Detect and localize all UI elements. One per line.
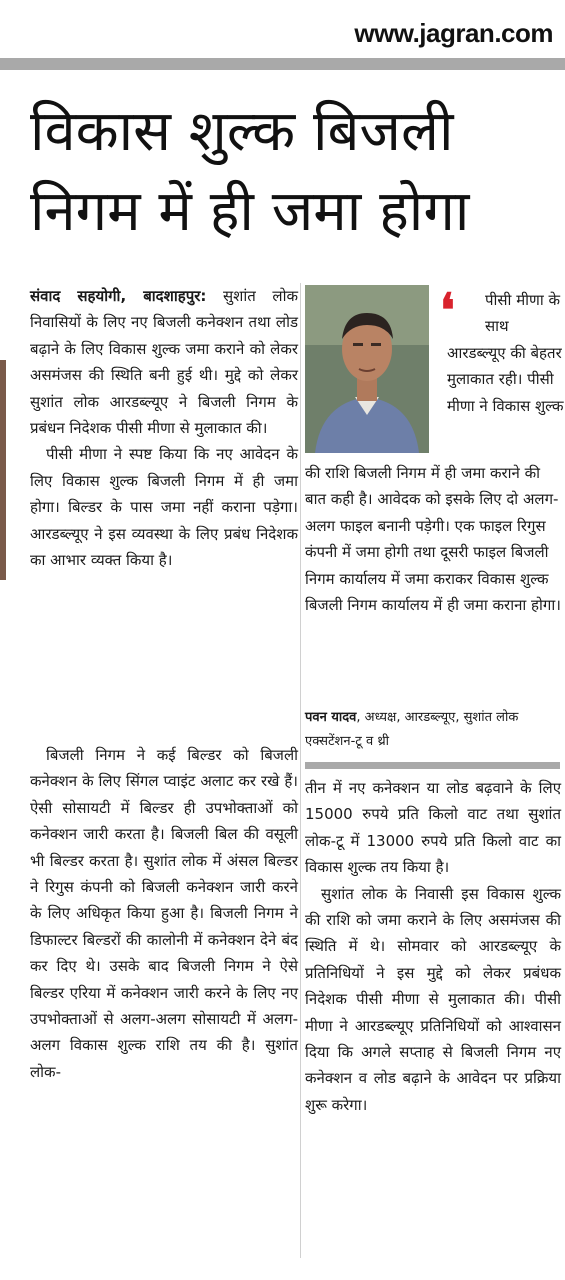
article-column-left-top — [30, 283, 298, 573]
portrait-illustration — [305, 285, 429, 453]
quote-mark-icon: ❛ — [440, 283, 455, 337]
article-paragraph-5: सुशांत लोक के निवासी इस विकास शुल्क की राशि को जमा कराने के लिए असमंजस की स्थिति में थे। सोमवार को आरडब्ल्यूए के प्रतिनिधियों ने इस मुद्दे को लेकर प्रबंधक निदेशक पीसी मीणा से मुलाकात की। पीसी मीणा ने आरडब्ल्यूए प्रतिनिधियों को आश्वासन दिया कि अगले सप्ताह से बिजली निगम नए कनेक्शन व लोड बढ़ाने के आवेदन पर प्रक्रिया शुरू करेगा। — [305, 884, 561, 1114]
byline: संवाद सहयोगी, बादशाहपुर: — [30, 287, 207, 305]
site-url: www.jagran.com — [354, 18, 553, 48]
quote-attribution — [305, 706, 561, 754]
article-column-right — [305, 775, 561, 1118]
quote-author-role: , अध्यक्ष, आरडब्ल्यूए, सुशांत लोक एक्सटेंशन-टू व थ्री — [305, 710, 519, 749]
quote-author-name: पवन यादव — [305, 710, 357, 725]
quote-text-part-2: आरडब्ल्यूए की बेहतर मुलाकात रही। पीसी मीणा ने विकास शुल्क — [447, 344, 564, 415]
article-paragraph-1 — [30, 283, 298, 441]
article-column-left-bottom — [30, 742, 298, 1085]
quote-text-part-3: की राशि बिजली निगम में ही जमा कराने की बात कही है। आवेदक को इसके लिए दो अलग-अलग फाइल बनानी पड़ेगी। एक फाइल रिगुस कंपनी में जमा होगी तथा दूसरी फाइल बिजली निगम कार्यालय में जमा कराकर विकास शुल्क बिजली निगम कार्यालय में ही जमा कराना होगा। — [305, 464, 561, 615]
article-paragraph-4: तीन में नए कनेक्शन या लोड बढ़वाने के लिए 15000 रुपये प्रति किलो वाट तथा सुशांत लोक-टू में 13000 रुपये प्रति किलो वाट का विकास शुल्क तय किया है। — [305, 779, 561, 877]
headline — [30, 92, 550, 252]
quote-text-part-1: पीसी मीणा के साथ — [485, 291, 561, 336]
headline-line-2: निगम में ही जमा होगा — [30, 179, 470, 244]
quote-box-rule — [305, 762, 560, 769]
person-photo — [305, 285, 429, 453]
article-paragraph-2: पीसी मीणा ने स्पष्ट किया कि नए आवेदन के लिए विकास शुल्क बिजली निगम में ही जमा होगा। बिल्डर के पास जमा नहीं कराना पड़ेगा। आरडब्ल्यूए ने इस व्यवस्था के लिए प्रबंध निदेशक का आभार व्यक्त किया है। — [30, 445, 298, 570]
article-paragraph-3: बिजली निगम ने कई बिल्डर को बिजली कनेक्शन के लिए सिंगल प्वाइंट अलाट कर रखे हैं। ऐसी सोसायटी में बिल्डर ही उपभोक्ताओं को कनेक्शन जारी करता है। बिजली बिल की वसूली भी बिल्डर करता है। सुशांत लोक में अंसल बिल्डर ने रिगुस कंपनी को बिजली कनेक्शन जारी करने के लिए अधिकृत किया हुआ है। बिजली निगम ने डिफाल्टर बिल्डरों की कालोनी में कनेक्शन देने बंद कर दिए थे। उसके बाद बिजली निगम ने ऐसे बिल्डर एरिया में कनेक्शन जारी करने के लिए नए उपभोक्ताओं से अलग-अलग सोसायटी में अलग-अलग विकास शुल्क राशि तय की है। सुशांत लोक- — [30, 746, 298, 1081]
adjacent-article-image-edge — [0, 360, 6, 580]
headline-line-1: विकास शुल्क बिजली — [30, 99, 454, 164]
top-rule — [0, 58, 565, 70]
paragraph-1-text: सुशांत लोक निवासियों के लिए नए बिजली कनेक्शन तथा लोड बढ़ाने के लिए विकास शुल्क जमा कराने को लेकर असमंजस की स्थिति बनी हुई थी। मुद्दे को लेकर सुशांत लोक आरडब्ल्यूए ने बिजली निगम के प्रबंधन निदेशक पीसी मीणा से मुलाकात की। — [30, 287, 298, 438]
column-divider — [300, 283, 301, 1258]
